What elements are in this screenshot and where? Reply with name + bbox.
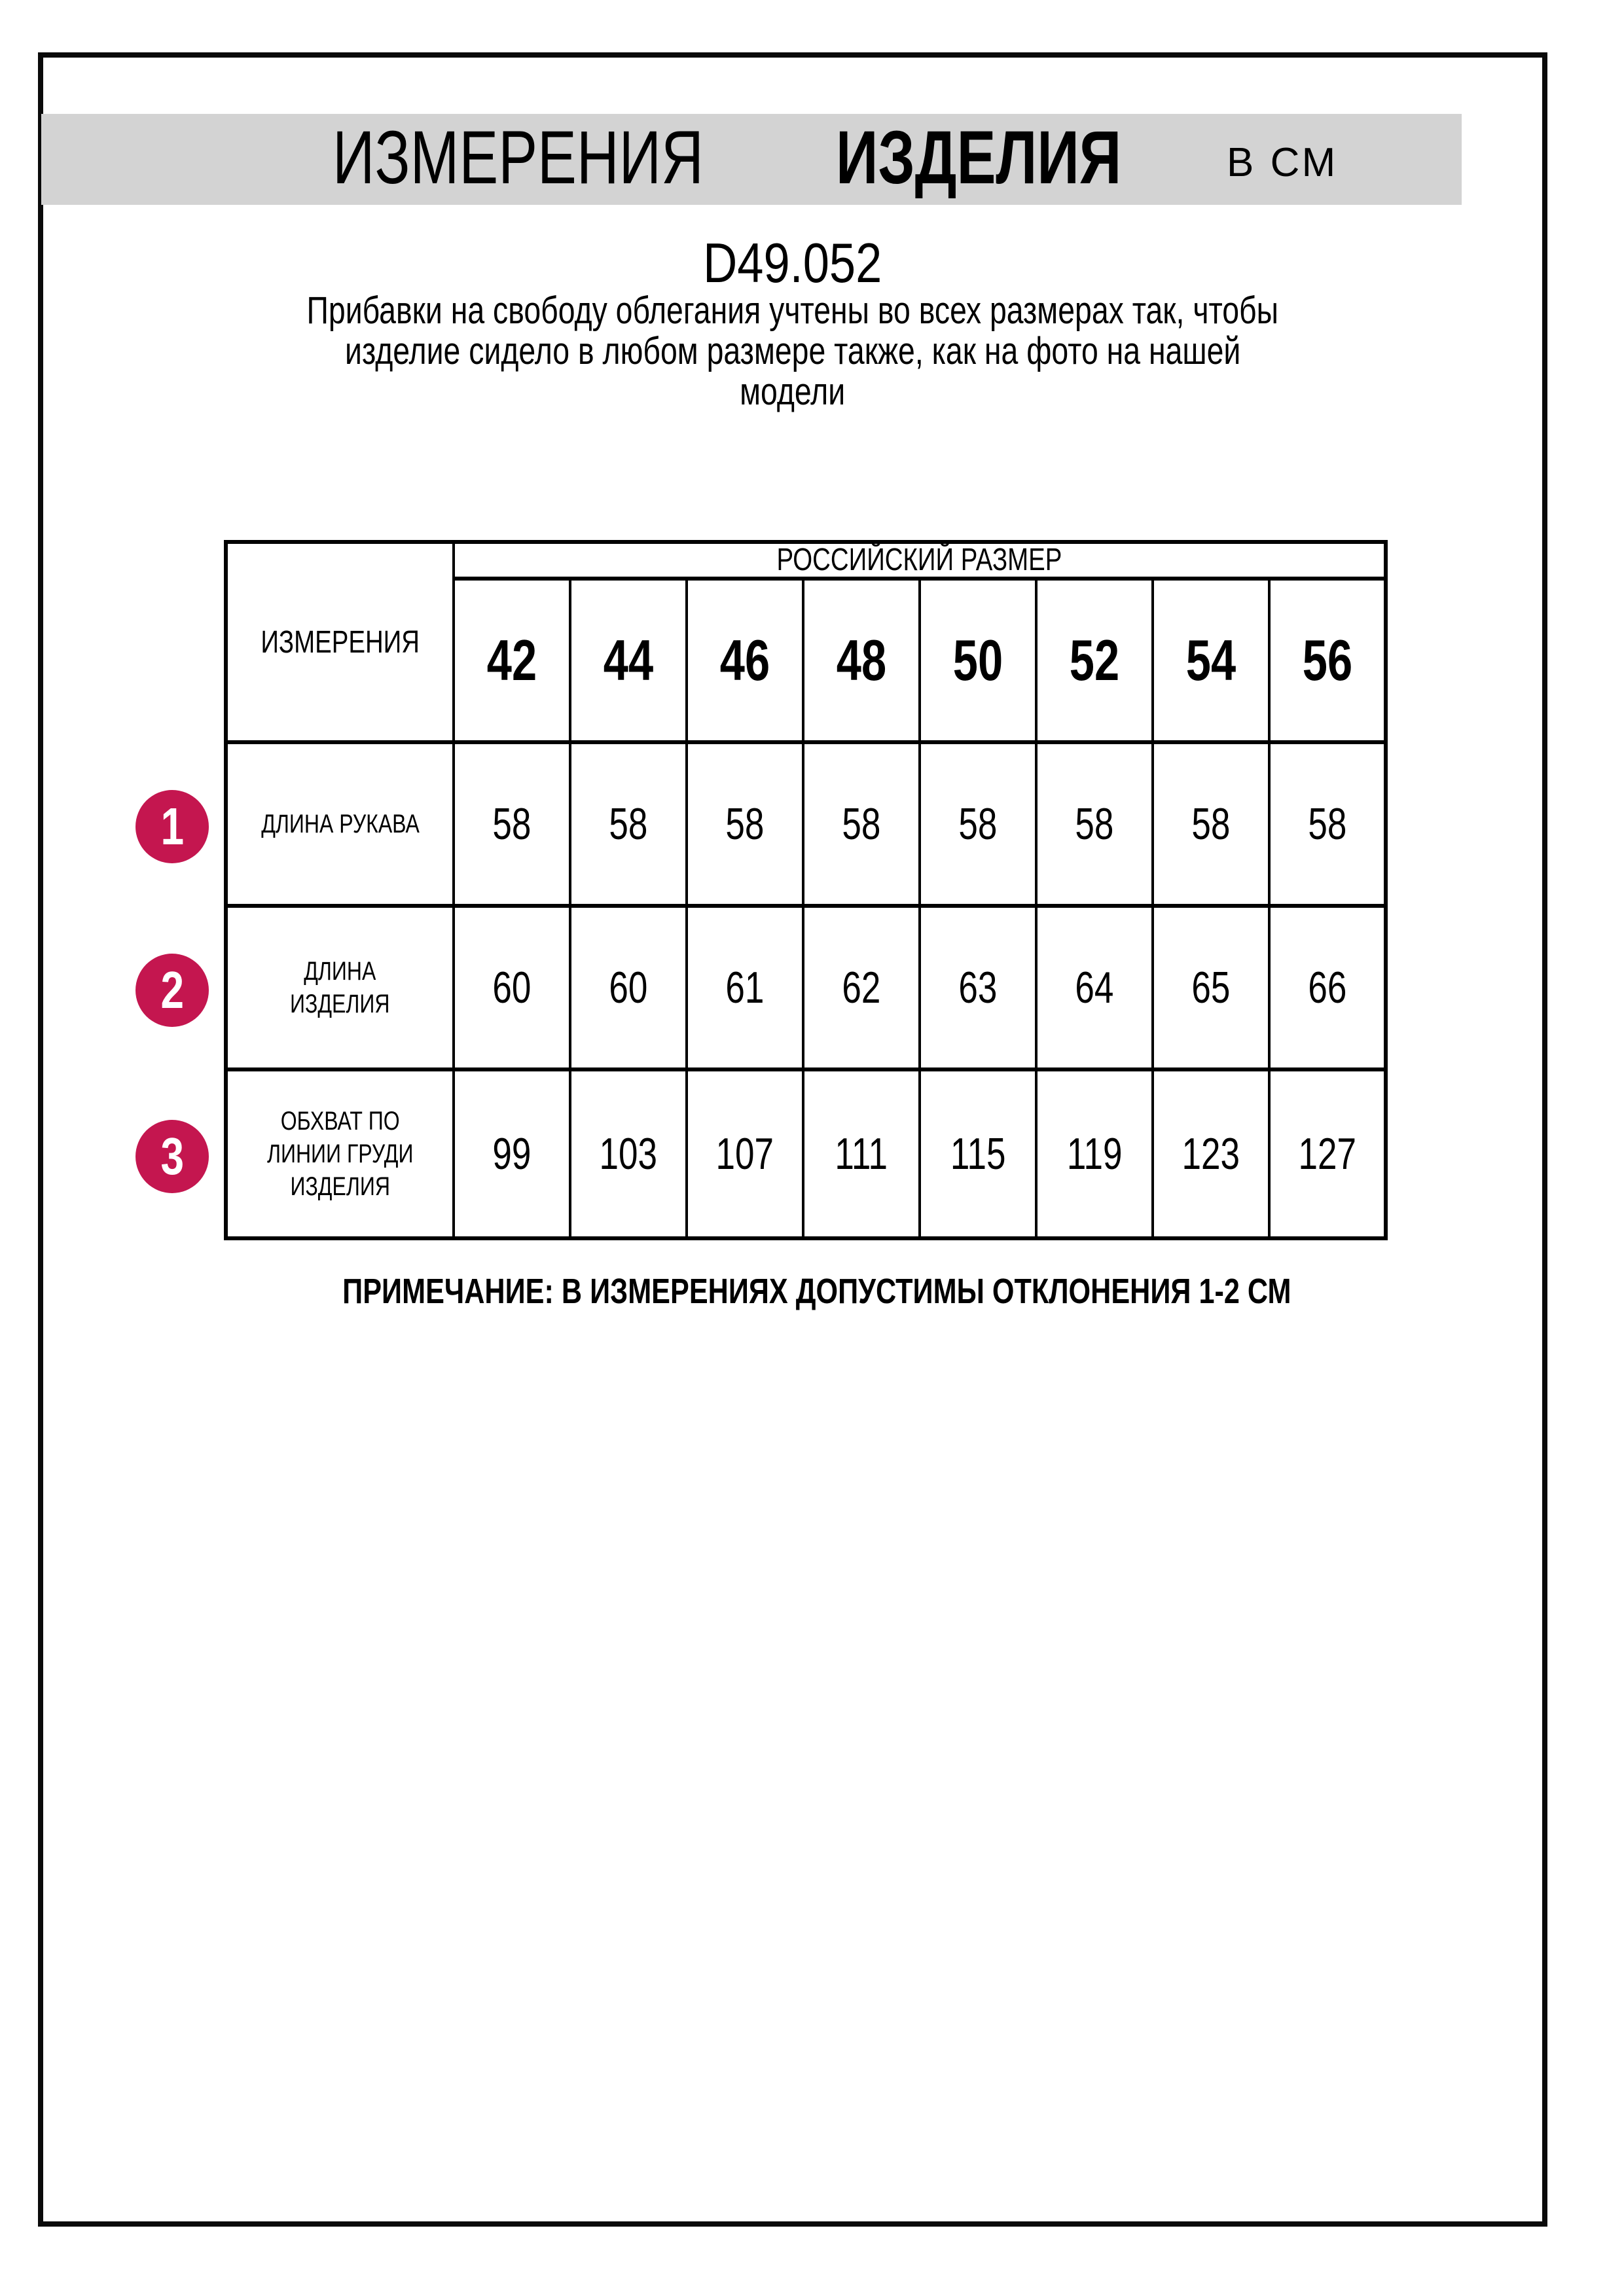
row-number-badge-1 <box>135 790 209 863</box>
description-line-2: изделие сидело в любом размере также, как на фото на нашей <box>344 330 1241 372</box>
russian-size-header-cell <box>454 542 1386 579</box>
fit-description <box>43 291 1542 412</box>
page-title-word-product: ИЗДЕЛИЯ <box>836 115 1122 200</box>
measurements-header-text: ИЗМЕРЕНИЯ <box>261 624 420 660</box>
size-cell-46: 46 <box>687 579 803 742</box>
value-cell: 58 <box>454 742 570 906</box>
row-label-sleeve-length: ДЛИНА РУКАВА <box>226 742 454 906</box>
size-cell-42: 42 <box>454 579 570 742</box>
value-cell: 58 <box>803 742 920 906</box>
badge-1-number: 1 <box>160 797 184 855</box>
row-label-product-length: ДЛИНА ИЗДЕЛИЯ <box>226 906 454 1069</box>
value-cell: 63 <box>920 906 1036 1069</box>
value-cell: 62 <box>803 906 920 1069</box>
row-label-chest-girth: ОБХВАТ ПО ЛИНИИ ГРУДИ ИЗДЕЛИЯ <box>226 1069 454 1238</box>
page-title-unit: В СМ <box>1227 140 1339 186</box>
table-row <box>226 542 1386 579</box>
page-title-word-measurements: ИЗМЕРЕНИЯ <box>333 115 704 200</box>
description-line-1: Прибавки на свободу облегания учтены во всех размерах так, чтобы <box>306 289 1279 332</box>
value-cell: 103 <box>570 1069 687 1238</box>
page-border-frame <box>38 52 1547 2227</box>
value-cell: 58 <box>1269 742 1386 906</box>
size-cell-50: 50 <box>920 579 1036 742</box>
size-cell-44: 44 <box>570 579 687 742</box>
russian-size-header-text: РОССИЙСКИЙ РАЗМЕР <box>776 543 1062 577</box>
model-code <box>43 232 1542 295</box>
value-cell: 58 <box>920 742 1036 906</box>
value-cell: 119 <box>1036 1069 1153 1238</box>
value-cell: 58 <box>1036 742 1153 906</box>
value-cell: 58 <box>1153 742 1269 906</box>
value-cell: 61 <box>687 906 803 1069</box>
value-cell: 99 <box>454 1069 570 1238</box>
value-cell: 111 <box>803 1069 920 1238</box>
table-row-sleeve-length <box>226 742 1386 906</box>
size-cell-56: 56 <box>1269 579 1386 742</box>
badge-3-number: 3 <box>160 1127 184 1185</box>
value-cell: 66 <box>1269 906 1386 1069</box>
row-number-badge-2 <box>135 954 209 1027</box>
size-cell-48: 48 <box>803 579 920 742</box>
value-cell: 65 <box>1153 906 1269 1069</box>
tolerance-note-text: ПРИМЕЧАНИЕ: В ИЗМЕРЕНИЯХ ДОПУСТИМЫ ОТКЛОНЕНИЯ 1-2 СМ <box>342 1272 1291 1311</box>
value-cell: 64 <box>1036 906 1153 1069</box>
value-cell: 115 <box>920 1069 1036 1238</box>
title-bar <box>41 114 1462 205</box>
table-row-product-length <box>226 906 1386 1069</box>
value-cell: 60 <box>570 906 687 1069</box>
value-cell: 58 <box>570 742 687 906</box>
description-line-3: модели <box>740 370 846 413</box>
value-cell: 127 <box>1269 1069 1386 1238</box>
size-cell-52: 52 <box>1036 579 1153 742</box>
tolerance-note <box>224 1274 1384 1309</box>
value-cell: 58 <box>687 742 803 906</box>
value-cell: 107 <box>687 1069 803 1238</box>
model-code-text: D49.052 <box>703 232 882 295</box>
value-cell: 123 <box>1153 1069 1269 1238</box>
size-table <box>224 540 1388 1240</box>
badge-2-number: 2 <box>160 961 184 1019</box>
table-row-chest-girth <box>226 1069 1386 1238</box>
measurements-header-cell <box>226 542 454 742</box>
row-number-badge-3 <box>135 1120 209 1193</box>
size-cell-54: 54 <box>1153 579 1269 742</box>
value-cell: 60 <box>454 906 570 1069</box>
